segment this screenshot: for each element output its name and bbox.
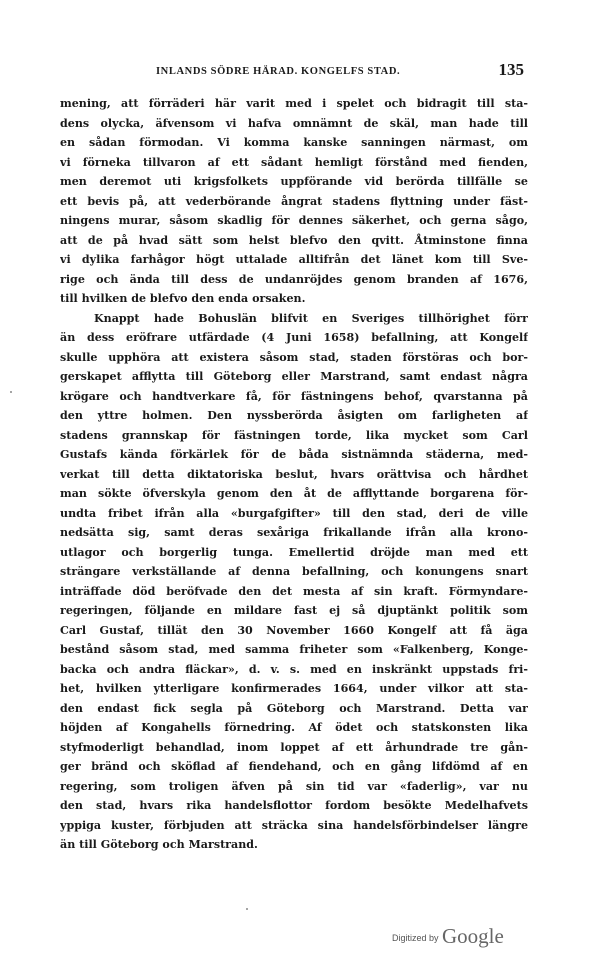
text-line: rige och ända till dess de undanröjdes genom branden af 1676,: [60, 272, 528, 286]
text-line: den endast fick segla på Göteborg och Marstrand. Detta var: [60, 701, 528, 715]
text-line: undta fribet ifrån alla «burgafgifter» till den stad, deri de ville: [60, 506, 528, 520]
text-line: yppiga kuster, förbjuden att sträcka sina handelsförbindelser längre: [60, 818, 528, 832]
text-line: vi förneka tillvaron af ett sådant hemligt förstånd med fienden,: [60, 155, 528, 169]
text-line: dens olycka, äfvensom vi hafva omnämnt de skäl, man hade till: [60, 116, 528, 130]
text-line: höjden af Kongahells förnedring. Af ödet och statskonsten lika: [60, 721, 528, 734]
text-line: nedsätta sig, samt deras sexåriga frikallande ifrån alla krono-: [60, 526, 528, 539]
text-line: en sådan förmodan. Vi komma kanske sanningen närmast, om: [60, 136, 528, 149]
text-line: ningens murar, såsom skadlig för dennes säkerhet, och gerna sågo,: [60, 214, 528, 227]
text-line: inträffade död beröfvade den det mesta af sin kraft. Förmyndare-: [60, 584, 528, 598]
digitization-watermark: [376, 924, 526, 948]
text-line: att de på hvad sätt som helst blefvo den qvitt. Åtminstone finna: [60, 233, 528, 247]
paragraph-start-line: Knappt hade Bohuslän blifvit en Sveriges tillhörighet förr: [94, 311, 528, 325]
paragraph-end-line: än till Göteborg och Marstrand.: [60, 838, 258, 851]
page-header: [60, 60, 528, 82]
page-number: 135: [498, 60, 524, 79]
text-line: men deremot uti krigsfolkets uppförande vid berörda tillfälle se: [60, 175, 528, 188]
text-line: strängare verkställande af denna befallning, och konungens snart: [60, 565, 528, 578]
text-line: bestånd såsom stad, med samma friheter som «Falkenberg, Konge-: [60, 643, 528, 656]
text-line: skulle upphöra att existera såsom stad, staden förstöras och bor-: [60, 350, 528, 364]
text-line: den yttre holmen. Den nyssberörda åsigten om farligheten af: [60, 409, 528, 422]
digitized-by-label: Digitized by: [392, 933, 439, 943]
text-line: backa och andra fläckar», d. v. s. med en inskränkt uppstads fri-: [60, 662, 528, 676]
text-line: regeringen, följande en mildare fast ej så djuptänkt politik som: [60, 604, 528, 617]
text-line: ger bränd och sköflad af fiendehand, och en gång lifdömd af en: [60, 760, 528, 773]
paper-speck: [10, 391, 12, 393]
text-line: vi dylika farhågor högt uttalade alltifrån det länet kom till Sve-: [60, 253, 528, 266]
google-wordmark: Google: [442, 924, 504, 948]
text-line: gerskapet afflytta till Göteborg eller Marstrand, samt endast några: [60, 370, 528, 383]
text-line: man sökte öfverskyla genom den åt de afflyttande borgarena för-: [60, 487, 528, 500]
text-line: verkat till detta diktatoriska beslut, hvars orättvisa och hårdhet: [60, 467, 528, 481]
text-line: ett bevis på, att vederbörande ångrat stadens flyttning under fäst-: [60, 194, 528, 208]
text-line: het, hvilken ytterligare konfirmerades 1664, under vilkor att sta-: [60, 682, 528, 695]
paper-speck: [246, 908, 248, 910]
paragraph-end-line: till hvilken de blefvo den enda orsaken.: [60, 292, 306, 305]
text-line: utlagor och borgerlig tunga. Emellertid dröjde man med ett: [60, 545, 528, 559]
text-line: regering, som troligen äfven på sin tid var «faderlig», var nu: [60, 779, 528, 793]
text-line: stadens grannskap för fästningen torde, lika mycket som Carl: [60, 428, 528, 442]
text-line: än dess eröfrare utfärdade (4 Juni 1658) befallning, att Kongelf: [60, 331, 528, 344]
body-text: [60, 94, 528, 855]
text-line: mening, att förräderi här varit med i spelet och bidragit till sta-: [60, 97, 528, 110]
running-head: INLANDS SÖDRE HÄRAD. KONGELFS STAD.: [156, 66, 401, 77]
text-line: den stad, hvars rika handelsflottor fordom besökte Medelhafvets: [60, 799, 528, 812]
text-line: Gustafs kända förkärlek för de båda sistnämnda städerna, med-: [60, 448, 528, 461]
text-line: Carl Gustaf, tillät den 30 November 1660 Kongelf att få äga: [60, 623, 528, 637]
text-line: krögare och handtverkare få, för fästningens behof, qvarstanna på: [60, 389, 528, 403]
text-line: styfmoderligt behandlad, inom loppet af ett århundrade tre gån-: [60, 740, 528, 754]
